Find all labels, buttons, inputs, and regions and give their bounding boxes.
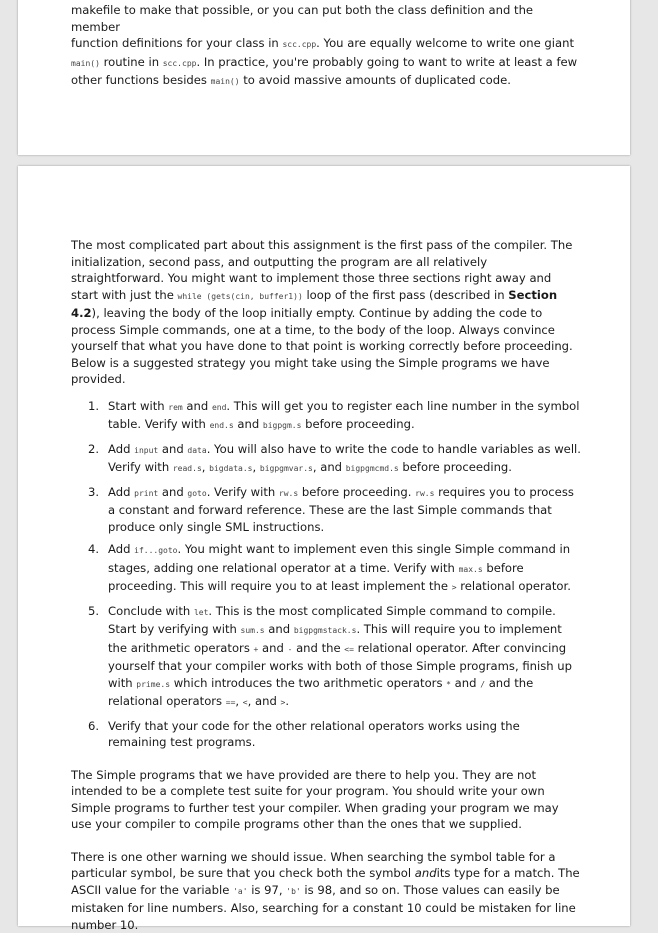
text-span: loop of the first pass (described in (303, 288, 509, 302)
list-item: 2. Add input and data. You will also have to write the code to handle variables as well. Verify with read.s, bigdata.s, bigpgmvar.s, and bigpgmcmd.s before proceeding. (71, 441, 581, 478)
page-2-body (71, 237, 581, 933)
intro-paragraph (71, 237, 581, 388)
text-span: makefile to make that possible, or you can put both the class definition and the member (71, 3, 533, 34)
page-2 (18, 166, 630, 926)
test-suite-paragraph: The Simple programs that we have provided are there to help you. They are not intended to be a complete test suite for your program. You should write your own Simple programs to further test your compiler. When grading your program we may use your compiler to compile programs other than the ones that we supplied. (71, 767, 581, 833)
page-1 (18, 0, 630, 155)
section-link[interactable]: Section 4.2 (71, 288, 557, 321)
text-span: function definitions for your class in (71, 36, 282, 50)
list-number: 2. (88, 441, 99, 458)
text-line (71, 35, 581, 54)
list-item: 4. Add if...goto. You might want to implement even this single Simple command in stages, adding one relational operator at a time. Verify with max.s before proceeding. This will require you to at least implement the > relational operator. (71, 541, 581, 597)
text-line (71, 72, 581, 91)
text-span: routine in (100, 55, 163, 69)
warning-paragraph: There is one other warning we should issue. When searching the symbol table for a particular symbol, be sure that you check both the symbol andits type for a match. The ASCII value for the variable 'a' is 97, 'b' is 98, and so on. Those values can easily be mistaken for line numbers. Also, searching for a constant 10 could be mistaken for line number 10. (71, 849, 581, 933)
list-number: 4. (88, 541, 99, 558)
strategy-list (71, 398, 581, 751)
code-span: scc.cpp (282, 40, 316, 49)
code-span: main() (211, 77, 240, 86)
text-span: . In practice, you're probably going to want to write at least a few (196, 55, 577, 69)
list-item: 1. Start with rem and end. This will get you to register each line number in the symbol table. Verify with end.s and bigpgm.s before proceeding. (71, 398, 581, 435)
text-line (71, 54, 581, 73)
list-number: 1. (88, 398, 99, 415)
list-number: 6. (88, 718, 99, 735)
code-span: main() (71, 59, 100, 68)
text-span: ), leaving the body of the loop initially empty. Continue by adding the code to process Simple commands, one at a time, to the body of the loop. Always convince yourself that what you have done to that point is working correctly before proceeding. Below is a suggested strategy you might take using the Simple programs we have provided. (71, 306, 573, 386)
text-span: The most complicated part about this assignment is the first pass of the compiler. The initialization, second pass, and outputting the program are all relatively straightforward. You might want to implement those three sections right away and start with just the (71, 238, 572, 302)
text-span: other functions besides (71, 73, 211, 87)
list-item: 5. Conclude with let. This is the most complicated Simple command to compile. Start by verifying with sum.s and bigpgmstack.s. This will require you to implement the arithmetic operators + and - and the <= relational operator. After convincing yourself that your compiler works with both of those Simple programs, finish up with prime.s which introduces the two arithmetic operators * and / and the relational operators ==, <, and >. (71, 603, 581, 712)
list-number: 3. (88, 484, 99, 501)
code-span: scc.cpp (163, 59, 197, 68)
list-number: 5. (88, 603, 99, 620)
list-item: 3. Add print and goto. Verify with rw.s before proceeding. rw.s requires you to process a constant and forward reference. These are the last Simple commands that produce only single SML instructions. (71, 484, 581, 536)
list-item: 6. Verify that your code for the other relational operators works using the remaining test programs. (71, 718, 581, 751)
code-span: while (gets(cin, buffer1)) (178, 292, 303, 301)
text-span: to avoid massive amounts of duplicated code. (240, 73, 511, 87)
text-line (71, 2, 581, 35)
page-1-paragraph (71, 2, 581, 91)
text-span: . You are equally welcome to write one giant (316, 36, 574, 50)
